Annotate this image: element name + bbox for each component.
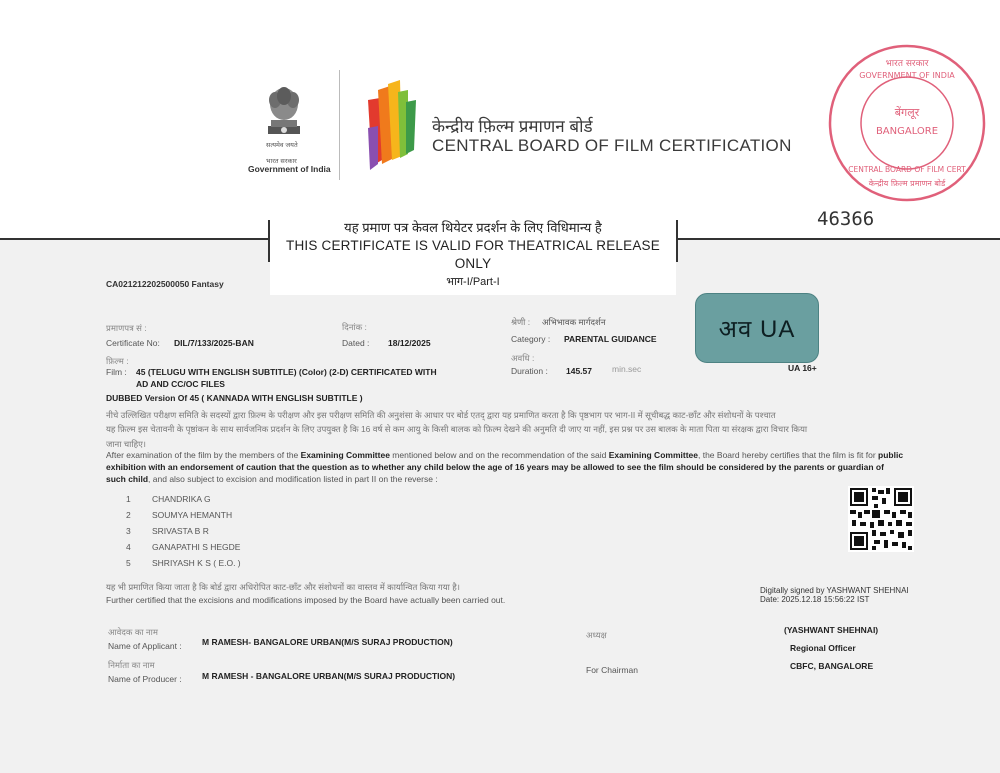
dubbed-version: DUBBED Version Of 45 ( KANNADA WITH ENGLISH SUBTITLE ) [106,393,363,403]
emblem-motto: सत्यमेव जयते [266,142,298,149]
board-name-english: CENTRAL BOARD OF FILM CERTIFICATION [432,136,792,155]
film-title-line2: AD AND CC/OC FILES [136,379,225,389]
date-label-hindi: दिनांक : [342,322,367,332]
header-notch-right [676,220,678,262]
duration-unit: min.sec [612,364,642,374]
body-en-9: , and also subject to excision and modification listed in part II on the reverse : [148,474,438,484]
board-name-hindi: केन्द्रीय फ़िल्म प्रमाणन बोर्ड [432,117,593,136]
signatory-name: (YASHWANT SHEHNAI) [784,625,879,635]
signatory-title: Regional Officer [790,643,856,653]
category-value: PARENTAL GUIDANCE [564,334,657,344]
list-item: 1 CHANDRIKA G [126,494,211,504]
date-label: Dated : [342,338,370,348]
list-item: 3 SRIVASTA B R [126,526,209,536]
film-label: Film : [106,367,127,377]
body-en-4: Examining Committee [608,450,698,460]
committee-list [126,494,241,574]
validity-banner [270,217,676,295]
qr-code-icon [848,486,914,552]
svg-text:केन्द्रीय फ़िल्म प्रमाणन बोर्ड: केन्द्रीय फ़िल्म प्रमाणन बोर्ड [868,179,946,188]
header-divider [339,70,340,180]
chairman-label: For Chairman [586,665,638,675]
producer-value: M RAMESH - BANGALORE URBAN(M/S SURAJ PRODUCTION) [202,671,456,681]
body-en-7: public exhibition with an endorsement of caution that the question as to whether any child below the age of 16 years may be allowed to see the film should [106,450,904,472]
goi-hindi: भारत सरकार [266,158,297,165]
list-item: 4 GANAPATHI S HEGDE [126,542,241,552]
part-label: भाग-I/Part-I [446,276,500,288]
digital-signature-line2: Date: 2025.12.18 15:56:22 IST [760,595,870,604]
applicant-label: Name of Applicant : [108,641,182,651]
film-label-hindi: फ़िल्म : [106,356,129,366]
digital-signature-line1: Digitally signed by YASHWANT SHEHNAI [760,586,909,595]
category-label: Category : [511,334,551,344]
rating-badge-text: अव UA [718,315,796,343]
category-label-hindi: श्रेणी : [511,317,531,327]
body-en-2: Examining Committee [300,450,390,460]
duration-label-hindi: अवधि : [511,353,535,363]
validity-hindi: यह प्रमाण पत्र केवल थियेटर प्रदर्शन के लिए विधिमान्य है [344,220,602,235]
category-value-hindi: अभिभावक मार्गदर्शन [542,317,606,327]
goi-english: Government of India [248,164,331,174]
header-rule-right [678,238,1000,240]
list-item: 5 SHRIYASH K S ( E.O. ) [126,558,241,568]
official-seal-stamp [826,42,988,204]
date-value: 18/12/2025 [388,338,431,348]
signatory-office: CBFC, BANGALORE [790,661,874,671]
svg-text:CENTRAL BOARD OF FILM CERT: CENTRAL BOARD OF FILM CERT [848,165,966,174]
chairman-label-hindi: अध्यक्ष [586,630,607,640]
certificate-no-label-hindi: प्रमाणपत्र सं : [106,323,147,333]
applicant-label-hindi: आवेदक का नाम [108,627,158,637]
body-en-1: After examination of the film by the members of the [106,450,301,460]
applicant-value: M RAMESH- BANGALORE URBAN(M/S SURAJ PRODUCTION) [202,637,453,647]
body-en-6: the film is fit for [818,450,879,460]
rating-badge [695,293,819,363]
national-emblem-icon [262,82,306,140]
producer-label-hindi: निर्माता का नाम [108,660,155,670]
certificate-no-value: DIL/7/133/2025-BAN [174,338,254,348]
certificate-serial-number: 46366 [817,208,875,230]
cbfc-logo-icon [366,80,420,172]
svg-text:GOVERNMENT OF INDIA: GOVERNMENT OF INDIA [859,71,955,80]
body-hindi-line1: नीचे उल्लिखित परीक्षण समिति के सदस्यों द्वारा फ़िल्म के परीक्षण और इस परीक्षण समिति की अनुशंसा के आधार पर बोर्ड एतद् द्वारा यह प्रमाणित करता है कि पृष्ठभाग पर भाग-II में सूचीबद्ध काट-छाँट और संशोधनों के पश्चात [106,410,776,420]
further-english: Further certified that the excisions and modifications imposed by the Board have actually been carried out. [106,595,506,605]
list-item: 2 SOUMYA HEMANTH [126,510,233,520]
svg-text:भारत सरकार: भारत सरकार [885,59,929,69]
further-hindi: यह भी प्रमाणित किया जाता है कि बोर्ड द्वारा अधिरोपित काट-छाँट और संशोधनों का वास्तव में कार्यान्वित किया गया है। [106,582,460,592]
body-en-5: , the Board hereby certifies that [698,450,817,460]
reference-code: CA021212202500050 Fantasy [106,279,224,289]
certificate-no-label: Certificate No: [106,338,160,348]
body-en-3: mentioned below and on the recommendation of the said [389,450,609,460]
body-hindi-line2: यह फ़िल्म इस चेतावनी के पृष्ठांकन के साथ सार्वजनिक प्रदर्शन के लिए उपयुक्त है कि 16 वर्ष से कम आयु के किसी बालक को फ़िल्म देखने की अनुमति दी जाए या नहीं, इस प्रश्न पर उस बालक के माता पिता या संरक्षक द्वारा विचार किया [106,424,808,434]
svg-text:BANGALORE: BANGALORE [875,126,939,137]
body-english [106,449,906,485]
svg-text:बेंगलूर: बेंगलूर [894,106,920,119]
duration-value: 145.57 [566,366,592,376]
film-title-line1: 45 (TELUGU WITH ENGLISH SUBTITLE) (Color) (2-D) CERTIFICATED WITH [136,367,437,377]
body-hindi-line3: जाना चाहिए। [106,439,147,449]
rating-sub-label: UA 16+ [788,363,817,373]
validity-english: THIS CERTIFICATE IS VALID FOR THEATRICAL RELEASE ONLY [286,238,660,271]
body-en-8: be considered by the parents or guardian of such child [106,462,884,484]
duration-label: Duration : [511,366,548,376]
header-rule-left [0,238,268,240]
producer-label: Name of Producer : [108,674,182,684]
